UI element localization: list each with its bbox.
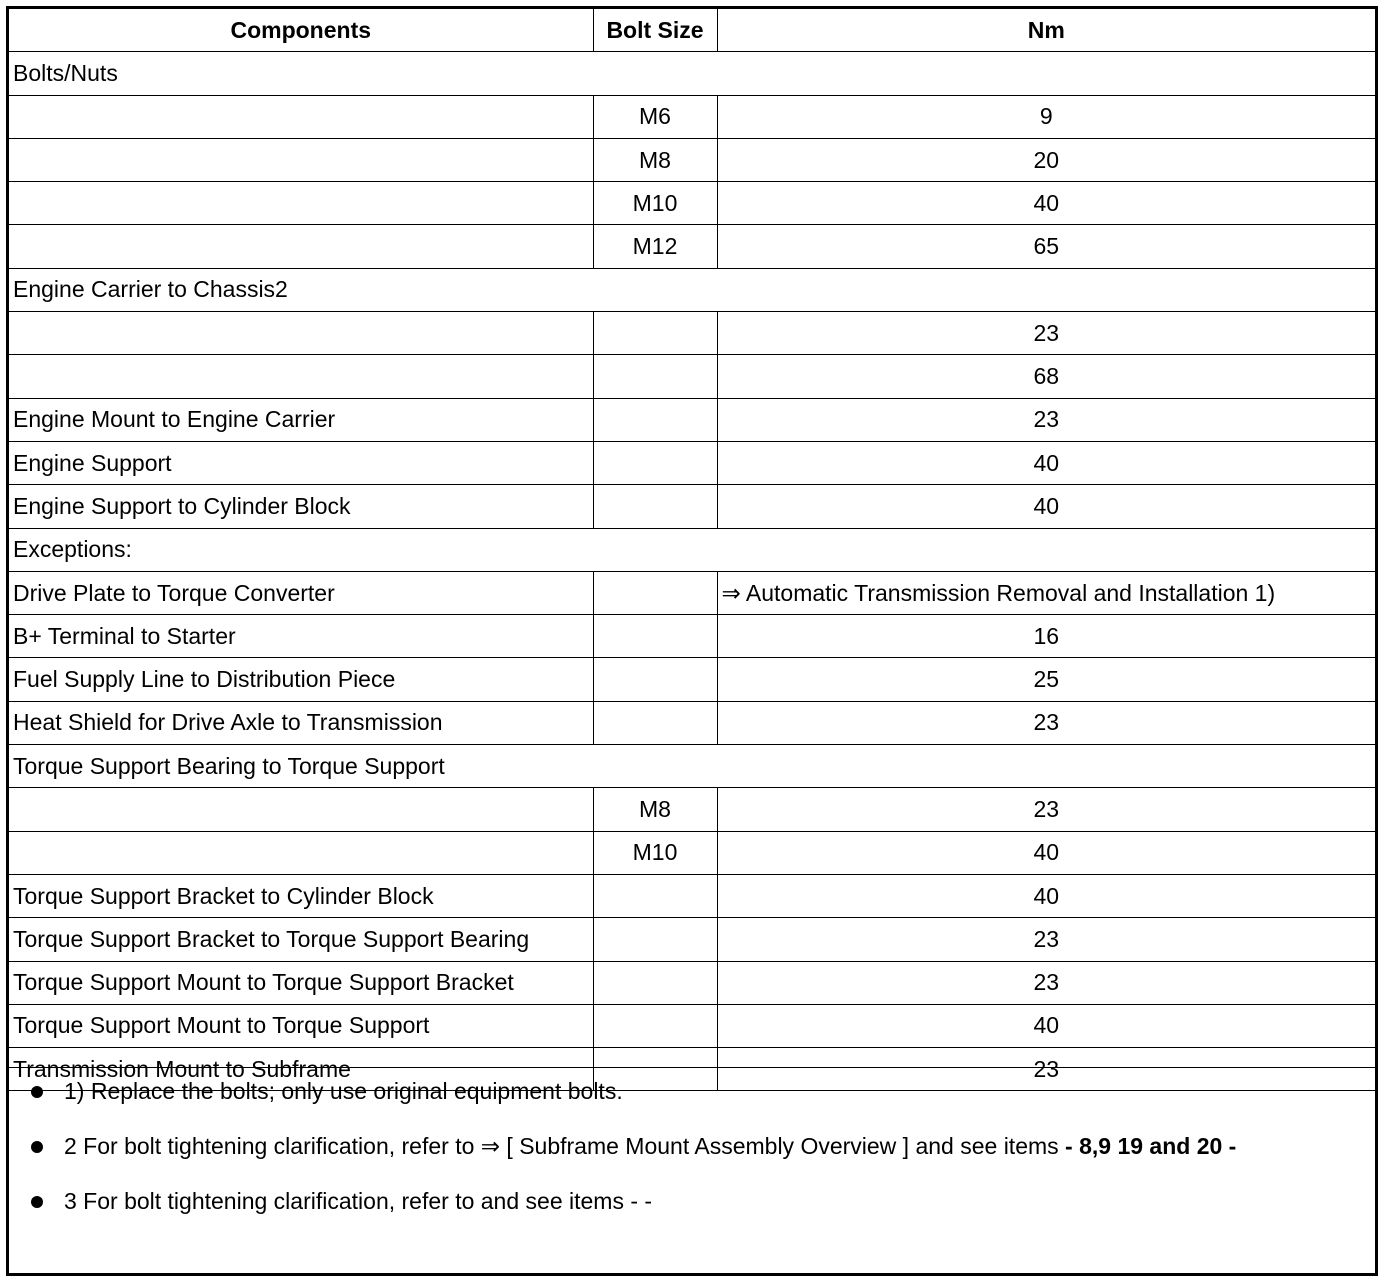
- bullet-icon: [31, 1086, 43, 1098]
- table-row: [9, 1004, 1375, 1047]
- nm-cell: 25: [717, 658, 1375, 701]
- bolt-size-cell: [593, 398, 717, 441]
- table-section-row: [9, 745, 1375, 788]
- table-row: [9, 615, 1375, 658]
- footnote-2-text: [64, 1133, 1236, 1160]
- header-nm: Nm: [717, 9, 1375, 52]
- nm-cell: 23: [717, 1048, 1375, 1091]
- component-cell: Transmission Mount to Subframe: [9, 1048, 593, 1091]
- bolt-size-cell: M6: [593, 95, 717, 138]
- bolt-size-cell: M8: [593, 788, 717, 831]
- table-row: [9, 831, 1375, 874]
- table-row: [9, 138, 1375, 181]
- bolt-size-cell: [593, 571, 717, 614]
- component-cell: [9, 182, 593, 225]
- torque-spec-document: [6, 6, 1378, 1276]
- nm-cell: 23: [717, 788, 1375, 831]
- component-cell: Drive Plate to Torque Converter: [9, 571, 593, 614]
- nm-cell: 40: [717, 1004, 1375, 1047]
- section-label: Bolts/Nuts: [9, 52, 1375, 95]
- bolt-size-cell: [593, 658, 717, 701]
- nm-cell: 40: [717, 831, 1375, 874]
- component-cell: Fuel Supply Line to Distribution Piece: [9, 658, 593, 701]
- nm-cell: 23: [717, 918, 1375, 961]
- table-section-row: [9, 52, 1375, 95]
- bolt-size-cell: [593, 312, 717, 355]
- nm-cell: 68: [717, 355, 1375, 398]
- footnote-1-text: 1) Replace the bolts; only use original equipment bolts.: [64, 1078, 623, 1104]
- component-cell: [9, 355, 593, 398]
- section-label: Engine Carrier to Chassis2: [9, 268, 1375, 311]
- nm-cell: ⇒ Automatic Transmission Removal and Installation 1): [717, 571, 1375, 614]
- table-row: [9, 355, 1375, 398]
- bolt-size-cell: M10: [593, 831, 717, 874]
- table-row: [9, 961, 1375, 1004]
- component-cell: [9, 95, 593, 138]
- table-row: [9, 485, 1375, 528]
- table-row: [9, 874, 1375, 917]
- bolt-size-cell: [593, 441, 717, 484]
- bolt-size-cell: [593, 701, 717, 744]
- table-row: [9, 571, 1375, 614]
- table-row: [9, 225, 1375, 268]
- nm-cell: 16: [717, 615, 1375, 658]
- component-cell: Torque Support Mount to Torque Support: [9, 1004, 593, 1047]
- table-body: [9, 52, 1375, 1091]
- component-cell: Engine Support to Cylinder Block: [9, 485, 593, 528]
- nm-cell: 23: [717, 312, 1375, 355]
- component-cell: Torque Support Mount to Torque Support Bracket: [9, 961, 593, 1004]
- component-cell: [9, 788, 593, 831]
- bolt-size-cell: [593, 485, 717, 528]
- nm-cell: 20: [717, 138, 1375, 181]
- table-row: [9, 788, 1375, 831]
- component-cell: B+ Terminal to Starter: [9, 615, 593, 658]
- table-row: [9, 658, 1375, 701]
- bolt-size-cell: [593, 1004, 717, 1047]
- bullet-icon: [31, 1196, 43, 1208]
- component-cell: Engine Mount to Engine Carrier: [9, 398, 593, 441]
- component-cell: [9, 312, 593, 355]
- bolt-size-cell: M12: [593, 225, 717, 268]
- bolt-size-cell: M10: [593, 182, 717, 225]
- component-cell: [9, 138, 593, 181]
- component-cell: Heat Shield for Drive Axle to Transmission: [9, 701, 593, 744]
- footnote-3-text: 3 For bolt tightening clarification, refer to and see items - -: [64, 1188, 653, 1214]
- nm-cell: 40: [717, 874, 1375, 917]
- table-row: [9, 701, 1375, 744]
- footnote-3: [31, 1188, 652, 1215]
- component-cell: [9, 831, 593, 874]
- table-section-row: [9, 268, 1375, 311]
- bolt-size-cell: [593, 874, 717, 917]
- bolt-size-cell: [593, 355, 717, 398]
- table-row: [9, 312, 1375, 355]
- nm-cell: 40: [717, 441, 1375, 484]
- bolt-size-cell: M8: [593, 138, 717, 181]
- footnote-2-items: - 8,9 19 and 20 -: [1065, 1133, 1237, 1159]
- header-bolt-size: Bolt Size: [593, 9, 717, 52]
- nm-cell: 23: [717, 398, 1375, 441]
- table-row: [9, 95, 1375, 138]
- nm-cell: 23: [717, 701, 1375, 744]
- nm-cell: 40: [717, 485, 1375, 528]
- table-row: [9, 441, 1375, 484]
- component-cell: [9, 225, 593, 268]
- table-row: [9, 182, 1375, 225]
- section-label: Exceptions:: [9, 528, 1375, 571]
- nm-cell: 65: [717, 225, 1375, 268]
- nm-cell: 23: [717, 961, 1375, 1004]
- component-cell: Torque Support Bracket to Torque Support Bearing: [9, 918, 593, 961]
- nm-cell: 40: [717, 182, 1375, 225]
- bolt-size-cell: [593, 918, 717, 961]
- table-header-row: [9, 9, 1375, 52]
- footnote-2: [31, 1133, 1236, 1160]
- bullet-icon: [31, 1141, 43, 1153]
- table-section-row: [9, 528, 1375, 571]
- footnote-1: [31, 1078, 623, 1105]
- table-row: [9, 918, 1375, 961]
- component-cell: Torque Support Bracket to Cylinder Block: [9, 874, 593, 917]
- torque-spec-table: [9, 9, 1375, 1091]
- section-label: Torque Support Bearing to Torque Support: [9, 745, 1375, 788]
- bolt-size-cell: [593, 961, 717, 1004]
- table-row: [9, 398, 1375, 441]
- footnote-2-body: 2 For bolt tightening clarification, refer to ⇒ [ Subframe Mount Assembly Overview ] and see items: [64, 1133, 1066, 1159]
- nm-cell: 9: [717, 95, 1375, 138]
- header-components: Components: [9, 9, 593, 52]
- component-cell: Engine Support: [9, 441, 593, 484]
- bolt-size-cell: [593, 615, 717, 658]
